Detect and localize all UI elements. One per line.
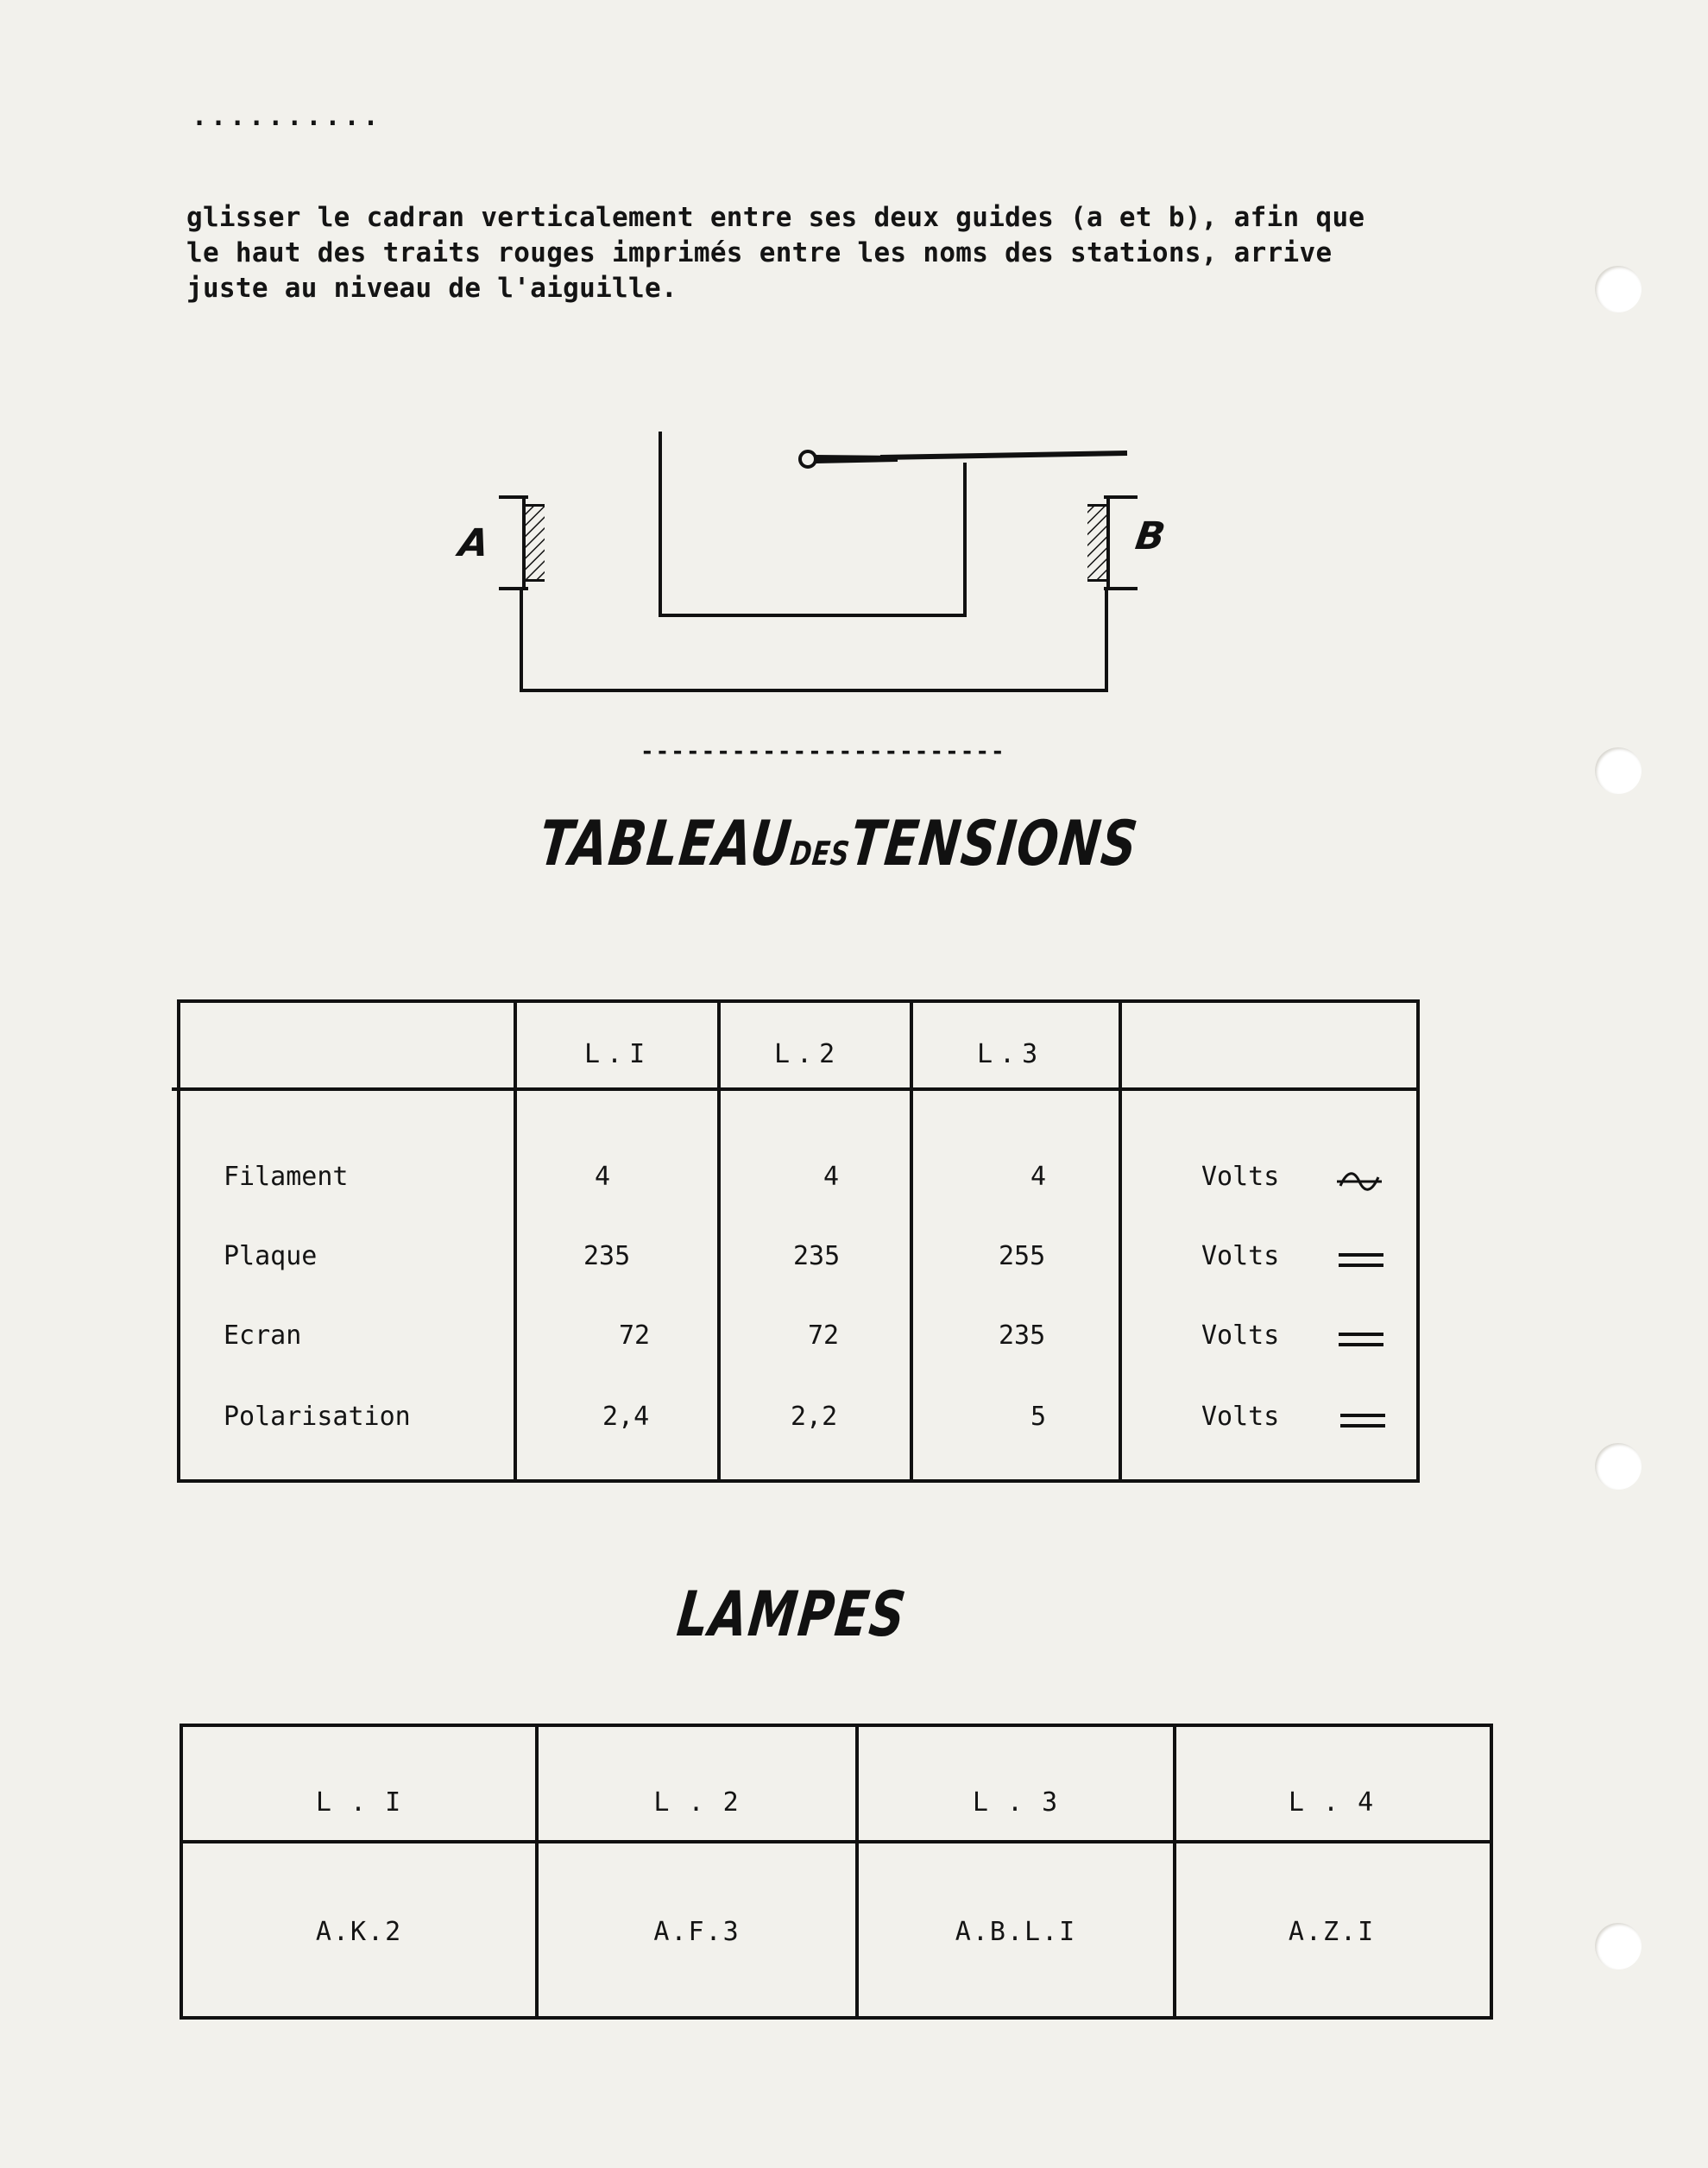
guide-label-b: B [1132, 514, 1170, 558]
dc-lines-icon [1339, 1409, 1387, 1433]
lamp-type-l3: A.B.L.I [955, 1917, 1077, 1947]
guide-label-a: A [456, 521, 494, 565]
punch-hole [1595, 1923, 1642, 1969]
column-rule [717, 1003, 721, 1479]
ac-wave-icon [1335, 1167, 1383, 1196]
lamp-header-l3: L . 3 [972, 1787, 1060, 1818]
unit-label: Volts [1201, 1241, 1280, 1271]
column-header-l3: L.3 [977, 1039, 1045, 1069]
column-rule [535, 1727, 539, 2016]
dial-frame [521, 589, 1106, 690]
value-cell: 4 [595, 1162, 611, 1192]
value-cell: 72 [808, 1320, 840, 1351]
tensions-title-part: TENSIONS [847, 807, 1143, 879]
intro-line: glisser le cadran verticalement entre ses deux guides (a et b), afin que [186, 202, 1365, 233]
punch-hole [1595, 266, 1642, 312]
row-label-ecran: Ecran [224, 1320, 302, 1351]
punch-hole [1595, 1443, 1642, 1490]
unit-label: Volts [1201, 1402, 1280, 1432]
intro-line: le haut des traits rouges imprimés entre les noms des stations, arrive [186, 237, 1333, 268]
value-cell: 72 [619, 1320, 651, 1351]
column-header-l2: L.2 [774, 1039, 842, 1069]
value-cell: 4 [823, 1162, 840, 1192]
value-cell: 5 [1030, 1402, 1047, 1432]
tensions-title-small: DES [788, 835, 852, 873]
value-cell: 2,4 [602, 1402, 650, 1432]
dc-lines-icon [1337, 1248, 1385, 1272]
column-header-l1: L.I [584, 1039, 652, 1069]
header-rule [172, 1087, 1416, 1091]
lamp-type-l4: A.Z.I [1288, 1917, 1376, 1947]
continuation-dots: .......... [192, 102, 382, 132]
lamp-type-l2: A.F.3 [653, 1917, 741, 1947]
lampes-table [180, 1724, 1493, 2020]
column-rule [1173, 1727, 1176, 2016]
header-rule [183, 1840, 1490, 1843]
tensions-title [536, 807, 1142, 879]
lamp-header-l2: L . 2 [653, 1787, 741, 1818]
dashed-separator: ------------------------ [640, 739, 1006, 765]
value-cell: 235 [793, 1241, 841, 1271]
intro-paragraph [186, 200, 1446, 306]
unit-label: Volts [1201, 1162, 1280, 1192]
guide-a [499, 497, 545, 589]
tensions-table [177, 999, 1420, 1483]
guide-b [1087, 497, 1138, 589]
column-rule [514, 1003, 517, 1479]
column-rule [910, 1003, 913, 1479]
value-cell: 2,2 [791, 1402, 838, 1432]
row-label-plaque: Plaque [224, 1241, 318, 1271]
value-cell: 235 [583, 1241, 631, 1271]
lampes-title: LAMPES [673, 1578, 911, 1650]
intro-line: juste au niveau de l'aiguille. [186, 273, 678, 304]
lamp-header-l1: L . I [315, 1787, 403, 1818]
tensions-title-part: TABLEAU [535, 807, 796, 879]
unit-label: Volts [1201, 1320, 1280, 1351]
punch-hole [1595, 747, 1642, 794]
value-cell: 4 [1030, 1162, 1047, 1192]
row-label-filament: Filament [224, 1162, 349, 1192]
lamp-header-l4: L . 4 [1288, 1787, 1376, 1818]
column-rule [1119, 1003, 1122, 1479]
value-cell: 235 [999, 1320, 1046, 1351]
lamp-type-l1: A.K.2 [315, 1917, 403, 1947]
column-rule [855, 1727, 859, 2016]
row-label-polarisation: Polarisation [224, 1402, 411, 1432]
dial-guide-diagram [449, 414, 1407, 708]
value-cell: 255 [999, 1241, 1046, 1271]
dc-lines-icon [1337, 1327, 1385, 1352]
